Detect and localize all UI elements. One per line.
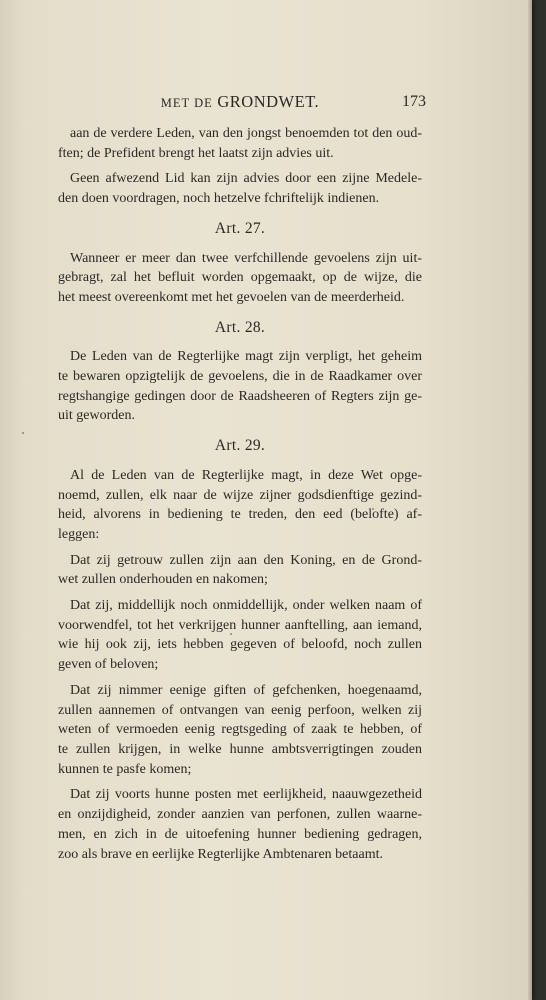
- text-line: te zullen krijgen, in welke hunne ambtsverrigtingen zouden: [58, 741, 422, 757]
- text-line: regtshangige gedingen door de Raadsheeren of Regters zijn ge-: [58, 388, 422, 404]
- paragraph: [58, 785, 422, 864]
- paragraph: [58, 124, 422, 163]
- article-heading: Art. 27.: [214, 219, 266, 237]
- page-number: 173: [402, 93, 426, 110]
- text-line: noemd, zullen, elk naar de wijze zijner godsdienftige gezind-: [58, 487, 422, 503]
- text-line: den doen voordragen, noch hetzelve fchriftelijk indienen.: [58, 191, 380, 207]
- page-edge: [528, 0, 532, 1000]
- running-title-prefix: MET DE: [160, 96, 213, 110]
- text-line: aan de verdere Leden, van den jongst benoemden tot den oud-: [70, 126, 422, 141]
- text-line: te bewaren opzigtelijk de gevoelens, die in de Raadkamer over: [58, 369, 422, 385]
- text-line: leggen:: [58, 526, 100, 542]
- running-title-main: GRONDWET.: [217, 92, 320, 111]
- text-line: ften; de Prefident brengt het laatst zijn advies uit.: [58, 145, 334, 161]
- page-content: [58, 92, 426, 870]
- text-line: Al de Leden van de Regterlijke magt, in deze Wet opge-: [70, 467, 422, 483]
- article-heading: Art. 28.: [214, 318, 266, 336]
- paper-speck: [22, 432, 24, 434]
- text-line: kunnen te pasfe komen;: [58, 761, 192, 777]
- text-line: Dat zij nimmer eenige giften of gefchenken, hoegenaamd,: [70, 682, 422, 698]
- paragraph: [58, 681, 422, 780]
- text-line: wie hij ook zij, iets hebben gegeven of beloofd, noch zullen: [58, 637, 422, 653]
- text-line: Geen afwezend Lid kan zijn advies door een zijne Medele-: [70, 171, 422, 187]
- text-line: Dat zij getrouw zullen zijn aan den Koning, en de Grond-: [70, 552, 422, 568]
- paragraph: [58, 249, 422, 308]
- text-line: Dat zij voorts hunne posten met eerlijkheid, naauwgezetheid: [70, 787, 422, 803]
- text-line: het meest overeenkomt met het gevoelen van de meerderheid.: [58, 289, 405, 305]
- article-heading: Art. 29.: [214, 437, 266, 455]
- text-line: uit geworden.: [58, 408, 135, 424]
- paragraph: [58, 347, 422, 426]
- text-line: zullen aannemen of ontvangen van eenig perfoon, welken zij: [58, 702, 422, 718]
- paragraph: [58, 466, 422, 545]
- text-line: Dat zij, middellijk noch onmiddellijk, onder welken naam of: [70, 598, 422, 614]
- text-line: men, en zich in de uitoefening hunner bediening gedragen,: [58, 826, 422, 842]
- text-line: geven of beloven;: [58, 657, 159, 673]
- text-line: zoo als brave en eerlijke Regterlijke Ambtenaren betaamt.: [58, 846, 383, 862]
- text-line: heid, alvorens in bediening te treden, den eed (belofte) af-: [58, 507, 422, 523]
- running-head: [58, 92, 426, 114]
- text-line: De Leden van de Regterlijke magt zijn verpligt, het geheim: [70, 349, 422, 365]
- text-line: voorwendfel, tot het verkrijgen hunner aanftelling, aan iemand,: [58, 617, 422, 633]
- text-line: en onzijdigheid, zonder aanzien van perfonen, zullen waarne-: [58, 807, 422, 823]
- paragraph: [58, 551, 422, 590]
- paragraph: [58, 169, 422, 208]
- text-line: wet zullen onderhouden en nakomen;: [58, 572, 268, 588]
- paragraph: [58, 596, 422, 675]
- text-body: [58, 124, 422, 864]
- text-line: gebragt, zal het befluit worden opgemaakt, op de wijze, die: [58, 270, 422, 286]
- text-line: weten of vermoeden eenig regtsgeding of zaak te hebben, of: [58, 722, 422, 738]
- running-title: [58, 92, 422, 114]
- text-line: Wanneer er meer dan twee verfchillende gevoelens zijn uit-: [70, 250, 422, 266]
